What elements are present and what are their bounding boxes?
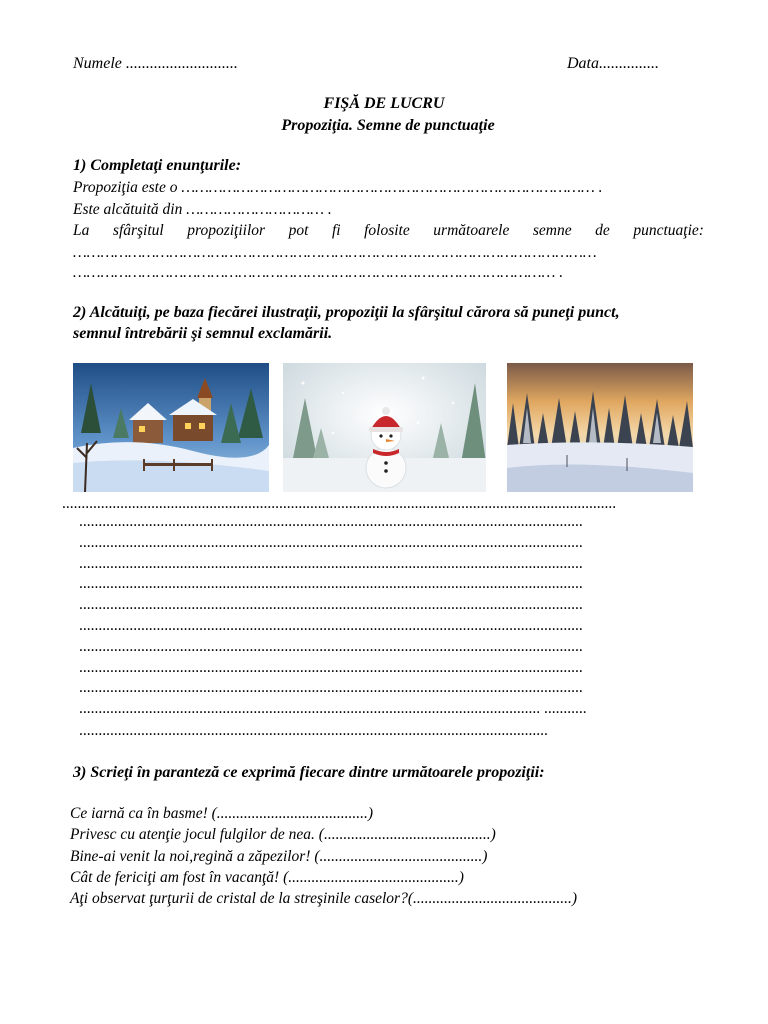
page-subtitle: Propoziţia. Semne de punctuaţie	[281, 117, 495, 134]
ex1-line-3-word: propoziţiilor	[187, 222, 266, 239]
ex2-writing-line: ..................................................................................................................................	[79, 658, 583, 676]
ex1-line-3-word: de	[595, 222, 610, 239]
snowman-image	[283, 363, 486, 492]
name-field: Numele ............................	[73, 55, 238, 72]
ex1-line-3-word: sfârşitul	[112, 222, 164, 239]
ex2-writing-line: ..................................................................................................................................	[79, 596, 583, 614]
ex1-heading: 1) Completaţi enunţurile:	[73, 157, 242, 174]
ex1-line-3-word: folosite	[364, 222, 410, 239]
ex2-writing-line: ..................................................................................................................................	[79, 637, 583, 655]
ex3-sentence: Aţi observat ţurţurii de cristal de la streşinile caselor?(.........................................)	[70, 890, 578, 908]
ex2-writing-line: ..................................................................................................................................	[79, 513, 583, 530]
ex2-heading-line-2: semnul întrebării şi semnul exclamării.	[73, 325, 333, 342]
snowy-forest-sunset-image	[507, 363, 693, 492]
ex3-sentence: Ce iarnă ca în basme! (.......................................)	[70, 805, 374, 822]
ex1-line-3-word: La	[73, 222, 90, 239]
ex1-line-3-word: următoarele	[433, 222, 510, 239]
ex2-writing-line: ..................................................................................................................................	[79, 533, 583, 551]
ex2-line-0: ...............................................................................................................................................	[62, 495, 617, 512]
ex1-line-3-word: semne	[532, 222, 572, 239]
ex1-line-5: …………………………………………………………………………………………… .	[73, 264, 564, 281]
ex2-writing-line: ..................................................................................................................................	[79, 617, 583, 634]
ex2-heading-line-1: 2) Alcătuiţi, pe baza fiecărei ilustraţii, propoziţii la sfârşitul cărora să puneţi punct,	[73, 304, 620, 321]
winter-village-image	[73, 363, 269, 492]
ex1-line-3	[73, 222, 704, 240]
ex2-writing-line: ..................................................................................................................................	[79, 575, 583, 593]
ex1-line-2: Este alcătuită din ………………………… .	[73, 201, 332, 218]
ex2-writing-line: ..................................................................................................................................	[79, 679, 583, 697]
ex3-sentence: Cât de fericiţi am fost în vacanţă! (............................................)	[70, 868, 464, 886]
ex1-line-3-word: fi	[331, 222, 341, 239]
ex1-line-4: ……………………………………………………………………………………………………	[73, 244, 597, 261]
ex3-sentence: Bine-ai venit la noi,regină a zăpezilor! (..........................................)	[70, 847, 488, 865]
date-field: Data...............	[567, 55, 659, 72]
ex2-writing-line: ..................................................................................................................................	[79, 554, 583, 572]
page-title: FIŞĂ DE LUCRU	[323, 95, 445, 112]
ex3-heading: 3) Scrieţi în paranteză ce exprimă fiecare dintre următoarele propoziţii:	[73, 764, 545, 781]
ex2-writing-line: ....................................................................................................................... ...........	[79, 700, 587, 718]
ex3-sentence: Privesc cu atenţie jocul fulgilor de nea. (...........................................)	[70, 826, 496, 844]
ex1-line-3-word: punctuaţie:	[633, 222, 704, 239]
ex1-line-1: Propoziţia este o ……………………………………………………………………………… .	[73, 179, 603, 196]
ex2-line-last: .........................................................................................................................	[79, 722, 548, 739]
ex1-line-3-word: pot	[288, 222, 309, 239]
